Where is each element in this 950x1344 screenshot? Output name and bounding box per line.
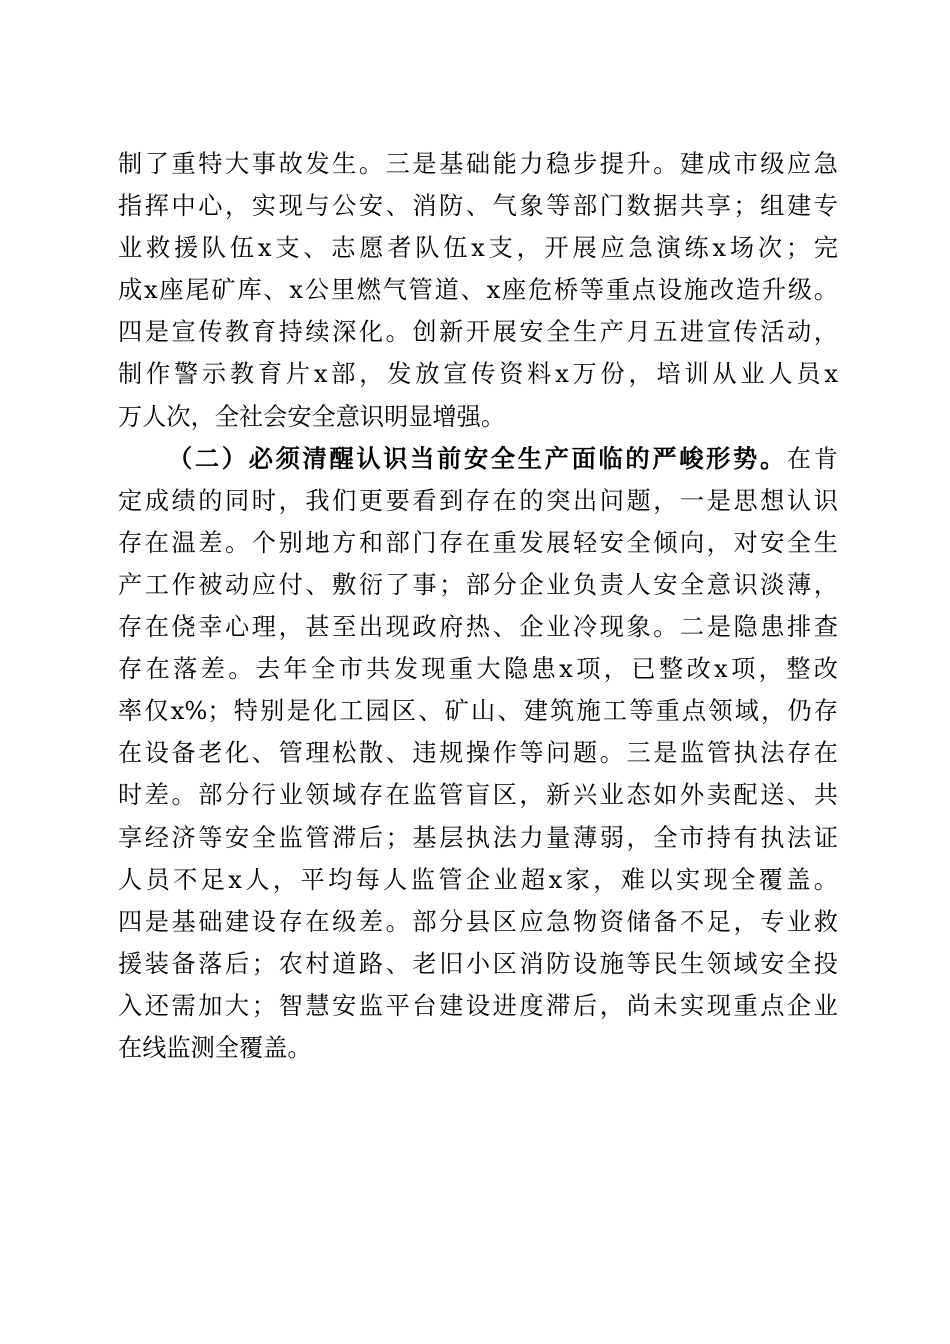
paragraph-2 (118, 438, 838, 1069)
text-line: 援装备落后；农村道路、老旧小区消防设施等民生领域安全投 (118, 949, 838, 978)
text-line: 入还需加大；智慧安监平台建设进度滞后，尚未实现重点企业 (118, 991, 838, 1020)
text-line: 在线监测全覆盖。 (118, 1033, 312, 1062)
section-heading-line (118, 438, 838, 480)
paragraph-1 (118, 143, 838, 438)
text-line: 人员不足x人，平均每人监管企业超x家，难以实现全覆盖。 (118, 865, 838, 894)
text-line: 万人次，全社会安全意识明显增强。 (118, 402, 506, 431)
text-line: 在设备老化、管理松散、违规操作等问题。三是监管执法存在 (118, 739, 838, 768)
text-line: 成x座尾矿库、x公里燃气管道、x座危桥等重点设施改造升级。 (118, 276, 838, 305)
text-line: 存在落差。去年全市共发现重大隐患x项，已整改x项，整改 (118, 655, 838, 684)
text-line: 存在温差。个别地方和部门存在重发展轻安全倾向，对安全生 (118, 528, 838, 557)
text-line: 制作警示教育片x部，发放宣传资料x万份，培训从业人员x (118, 360, 838, 389)
text-line: 业救援队伍x支、志愿者队伍x支，开展应急演练x场次；完 (118, 234, 838, 263)
text-line: 四是宣传教育持续深化。创新开展安全生产月五进宣传活动， (118, 318, 838, 347)
text-line: 定成绩的同时，我们更要看到存在的突出问题，一是思想认识 (118, 486, 838, 515)
text-line: 率仅x%；特别是化工园区、矿山、建筑施工等重点领域，仍存 (118, 697, 838, 726)
text-line-continuation: 在肯 (786, 444, 838, 473)
text-line: 制了重特大事故发生。三是基础能力稳步提升。建成市级应急 (118, 150, 838, 178)
document-body (118, 143, 838, 1069)
section-heading: （二）必须清醒认识当前安全生产面临的严峻形势。 (168, 443, 787, 473)
text-line: 享经济等安全监管滞后；基层执法力量薄弱，全市持有执法证 (118, 823, 838, 852)
text-line: 四是基础建设存在级差。部分县区应急物资储备不足，专业救 (118, 907, 838, 936)
text-line: 时差。部分行业领域存在监管盲区，新兴业态如外卖配送、共 (118, 781, 838, 810)
text-line: 产工作被动应付、敷衍了事；部分企业负责人安全意识淡薄， (118, 570, 838, 599)
text-line: 存在侥幸心理，甚至出现政府热、企业冷现象。二是隐患排查 (118, 613, 838, 642)
text-line: 指挥中心，实现与公安、消防、气象等部门数据共享；组建专 (118, 192, 838, 221)
